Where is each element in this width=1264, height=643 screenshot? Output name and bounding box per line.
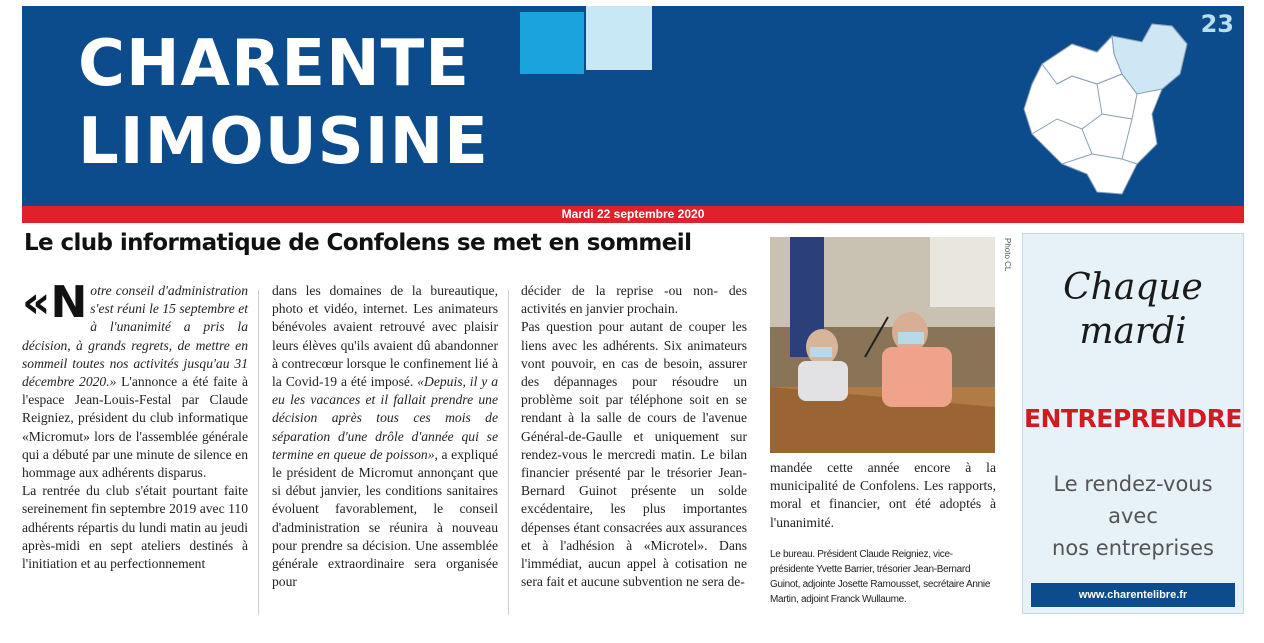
decorative-square-light — [586, 6, 652, 70]
advertisement[interactable] — [1022, 233, 1244, 614]
article-paragraph: Pas question pour autant de couper les liens avec les adhérents. Six animateurs vont pouvoir, en cas de besoin, assurer des dépannages pour résoudre un problème soit par téléphone soit en se rendant à la salle de cours de l'avenue Général-de-Gaulle et uniquement sur rendez-vous le mercredi matin. Le bilan financier présenté par le trésorier Jean-Bernard Guinot présente un solde excédentaire, les plus importantes dépenses étant consacrées aux assurances et à l'adhésion à «Microtel». Dans l'immédiat, aucun appel à cotisation ne sera fait et aucune subvention ne sera de- — [521, 319, 747, 590]
ad-line1: Chaque — [1063, 267, 1203, 308]
ad-line2: mardi — [1079, 311, 1187, 352]
decorative-square-blue — [520, 12, 584, 74]
ad-sub3: nos entreprises — [1052, 536, 1214, 560]
article-paragraph: La rentrée du club s'était pourtant faite sereinement fin septembre 2019 avec 110 adhérents répartis du lundi matin au jeudi après-midi en sept ateliers destinés à l'initiation et au perfectionnement — [22, 483, 248, 572]
article-text: dans les domaines de la bureautique, photo et vidéo, internet. Les animateurs bénévoles avaient retrouvé avec plaisir leurs élèves qu'ils avaient dû abandonner à contrecœur lorsque le confinement lié à la Covid-19 a été imposé. — [272, 283, 498, 390]
article-column-1 — [22, 277, 248, 573]
column-divider — [508, 290, 509, 615]
page-number: 23 — [1200, 10, 1234, 38]
masthead-band — [22, 6, 1244, 206]
ad-sub1: Le rendez-vous — [1053, 472, 1213, 496]
masthead-title-line1: CHARENTE — [78, 27, 470, 101]
article-text: , a expliqué le président de Micromut annonçant que si début janvier, les conditions sanitaires évoluent favorablement, le conseil d'administration se réunira à nouveau pour prendre sa décision. Une assemblée générale extraordinaire sera organisée pour — [272, 446, 498, 590]
ad-headline — [1023, 266, 1243, 354]
article-photo — [770, 237, 995, 453]
article-headline: Le club informatique de Confolens se met en sommeil — [24, 230, 692, 256]
article-text: L'annonce a été faite à l'espace Jean-Louis-Festal par Claude Reigniez, président du club informatique «Micromut» lors de l'assemblée générale qui a débuté par une minute de silence en hommage aux adhérents disparus. — [22, 374, 248, 481]
date-strip: Mardi 22 septembre 2020 — [22, 206, 1244, 223]
department-map-icon — [1002, 14, 1202, 200]
ad-highlight: ENTREPRENDRE — [1023, 404, 1243, 433]
article-quote: «Depuis, il y a eu les vacances et il fallait prendre une décision après tous ces mois de séparation d'une drôle d'année qui se termine en queue de poisson» — [272, 374, 498, 462]
column-divider — [258, 290, 259, 615]
article-column-3 — [521, 282, 747, 591]
photo-caption: Le bureau. Président Claude Reigniez, vice-présidente Yvette Barrier, trésorier Jean-Bernard Guinot, adjointe Josette Ramousset, secrétaire Annie Martin, adjoint Franck Wullaume. — [770, 549, 991, 605]
article-column-4: mandée cette année encore à la municipalité de Confolens. Les rapports, moral et financier, ont été adoptés à l'unanimité. — [770, 460, 996, 530]
ad-url-link[interactable]: www.charentelibre.fr — [1031, 583, 1235, 607]
ad-sub2: avec — [1108, 504, 1158, 528]
article-intro: otre conseil d'administration s'est réuni le 15 septembre et à l'unanimité a pris la décision, à grands regrets, de mettre en sommeil toutes nos activités jusqu'au 31 décembre 2020.» — [22, 283, 248, 390]
article-paragraph: décider de la reprise -ou non- des activités en janvier prochain. — [521, 283, 747, 317]
ad-subtitle — [1023, 468, 1243, 564]
photo-credit: Photo CL — [1003, 238, 1012, 272]
dropcap: «N — [22, 277, 88, 328]
article-column-2 — [272, 282, 498, 591]
masthead-title-line2: LIMOUSINE — [78, 105, 489, 179]
